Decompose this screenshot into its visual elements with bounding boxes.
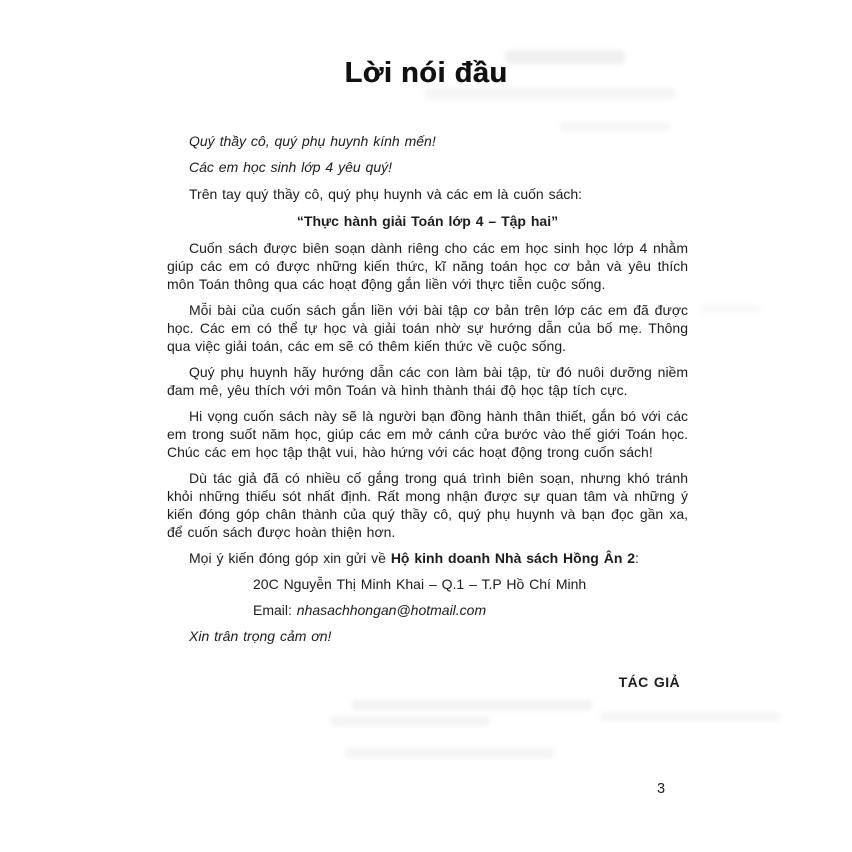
preface-content: [167, 132, 688, 691]
page-number: 3: [657, 781, 666, 797]
publisher-address: 20C Nguyễn Thị Minh Khai – Q.1 – T.P Hồ Chí Minh: [253, 576, 587, 592]
feedback-line: [167, 549, 688, 567]
email-label: Email:: [253, 602, 297, 618]
book-title: “Thực hành giải Toán lớp 4 – Tập hai”: [296, 213, 559, 229]
preface-paragraph-2: Mỗi bài của cuốn sách gắn liền với bài tập cơ bản trên lớp các em đã được học. Các em có thể tự học và giải toán nhờ sự hướng dẫn của bố mẹ. Thông qua việc giải toán, các em sẽ có thêm kiến thức về cuộc sống.: [167, 302, 688, 354]
greeting-teachers: Quý thầy cô, quý phụ huynh kính mến!: [189, 133, 436, 149]
bleedthrough-smudge: [700, 305, 760, 313]
greeting-students: Các em học sinh lớp 4 yêu quý!: [189, 159, 393, 175]
bleedthrough-smudge: [600, 712, 780, 721]
page-title: Lời nói đầu: [344, 57, 508, 89]
bleedthrough-smudge: [352, 700, 592, 710]
preface-paragraph-3: Quý phụ huynh hãy hướng dẫn các con làm bài tập, từ đó nuôi dưỡng niềm đam mê, yêu thích với môn Toán và hình thành thái độ học tập tích cực.: [167, 364, 688, 398]
author-signature: TÁC GIẢ: [618, 674, 680, 690]
publisher-email: [167, 601, 688, 619]
bleedthrough-smudge: [330, 716, 490, 726]
feedback-prefix: Mọi ý kiến đóng góp xin gửi về: [189, 550, 391, 566]
thanks-line: Xin trân trọng cảm ơn!: [189, 628, 332, 644]
preface-paragraph-4: Hi vọng cuốn sách này sẽ là người bạn đồng hành thân thiết, gắn bó với các em trong suốt năm học, giúp các em mở cánh cửa bước vào thế giới Toán học. Chúc các em học tập thật vui, hào hứng với các hoạt động trong cuốn sách!: [167, 408, 688, 460]
feedback-suffix: :: [635, 550, 639, 566]
intro-line: Trên tay quý thầy cô, quý phụ huynh và các em là cuốn sách:: [189, 186, 583, 202]
bleedthrough-smudge: [345, 748, 555, 758]
email-value: nhasachhongan@hotmail.com: [296, 602, 487, 618]
preface-paragraph-1: Cuốn sách được biên soạn dành riêng cho các em học sinh học lớp 4 nhằm giúp các em có được những kiến thức, kĩ năng toán học cơ bản và yêu thích môn Toán thông qua các hoạt động gắn liền với thực tiễn cuộc sống.: [167, 240, 688, 292]
preface-paragraph-5: Dù tác giả đã có nhiều cố gắng trong quá trình biên soạn, nhưng khó tránh khỏi những thiếu sót nhất định. Rất mong nhận được sự quan tâm và những ý kiến đóng góp chân thành của quý thầy cô, quý phụ huynh và bạn đọc gần xa, để cuốn sách được hoàn thiện hơn.: [167, 470, 688, 540]
publisher-name: Hộ kinh doanh Nhà sách Hồng Ân 2: [390, 550, 636, 566]
bleedthrough-smudge: [560, 122, 670, 131]
